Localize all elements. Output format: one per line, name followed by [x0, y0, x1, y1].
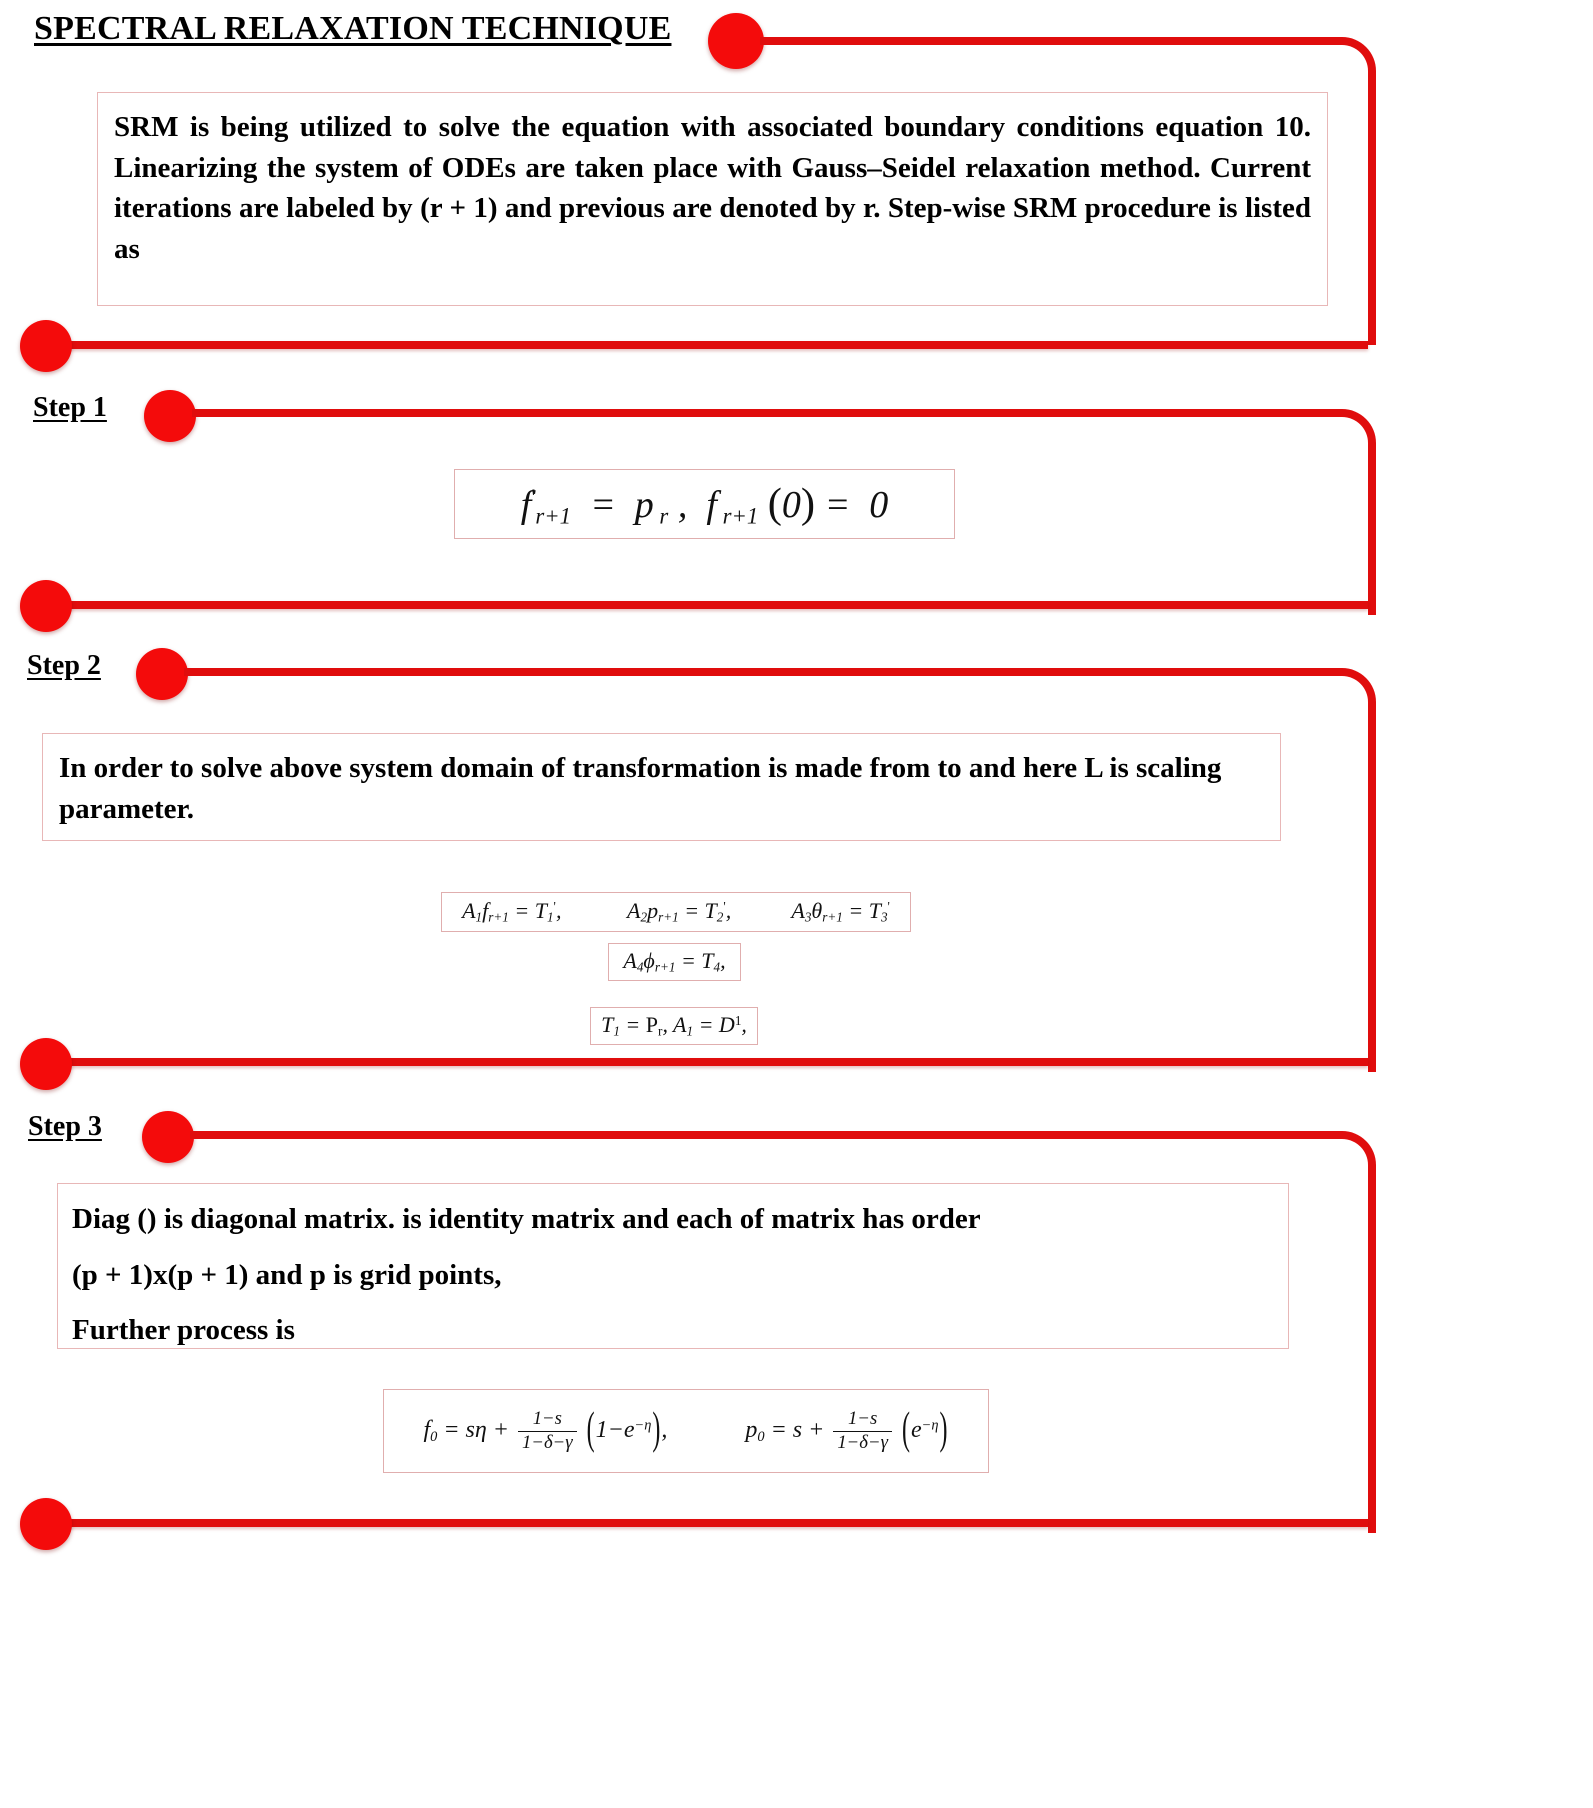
step-2-equation-box-row1 — [441, 892, 911, 932]
step-3-equation-box — [383, 1389, 989, 1473]
step-3-text-box — [57, 1183, 1289, 1349]
page-title: SPECTRAL RELAXATION TECHNIQUE — [34, 10, 672, 47]
step-1-equation: $f'_{r+1} = p$ $_r$ , f $_{r+1}$ (0) = 0 — [520, 479, 889, 529]
connector-line-step2-bottom — [55, 1058, 1368, 1066]
connector-elbow-step2 — [184, 668, 1376, 1072]
connector-dot-intro-end — [20, 320, 72, 372]
connector-line-intro-bottom — [55, 341, 1368, 349]
fraction-1: $\frac{1-s}{1-\delta-\gamma}$ — [518, 1409, 577, 1454]
step-3-line-3: Further process is — [72, 1314, 295, 1347]
connector-dot-step2-end — [20, 1038, 72, 1090]
step-3-line-1: Diag () is diagonal matrix. is identity matrix and each of matrix has order — [72, 1203, 981, 1235]
intro-text: SRM is being utilized to solve the equation with associated boundary conditions equation 10. Linearizing the system of ODEs are taken place with Gauss–Seidel relaxation method. Current iterations are labeled by (r + 1) and previous are denoted by r. Step-wise SRM procedure is listed as — [114, 111, 1311, 265]
step-2-text-box — [42, 733, 1281, 841]
step-2-label: Step 2 — [27, 650, 101, 681]
step-1-equation-box — [454, 469, 955, 539]
connector-dot-title — [708, 13, 764, 69]
connector-dot-step1-end — [20, 580, 72, 632]
step-3-label: Step 3 — [28, 1111, 102, 1142]
connector-dot-step1 — [144, 390, 196, 442]
connector-dot-step3-end — [20, 1498, 72, 1550]
step-2-equation-row1: $A_1f_{r+1} = T_1'$, $A_2p_{r+1} = T_2'$, $A_3\theta_{r+1} = T_3'$ — [462, 898, 890, 925]
connector-line-step3-bottom — [55, 1519, 1368, 1527]
step-2-equation-box-row3 — [590, 1007, 758, 1045]
step-2-equation-row3: $T_1 = P_r$, $A_1 = D^1$, — [601, 1012, 747, 1039]
step-2-equation-row2: $A_4\phi_{r+1} = T_4$, — [623, 948, 726, 975]
fraction-2: $\frac{1-s}{1-\delta-\gamma}$ — [833, 1409, 892, 1454]
connector-line-step1-bottom — [55, 601, 1368, 609]
step-3-equation: $f_0 = s\eta$ + $\frac{1-s}{1-\delta-\gamma}$ $(1-e^{-\eta})$, $p_0 = s$ + $\frac{1-s}{1-\delta-\gamma}$ $(e^{-\eta})$ — [423, 1404, 948, 1454]
step-1-label: Step 1 — [33, 392, 107, 423]
step-2-equation-box-row2 — [608, 943, 741, 981]
step-3-line-2: (p + 1)x(p + 1) and p is grid points, — [72, 1258, 502, 1291]
intro-text-box — [97, 92, 1328, 306]
connector-dot-step3 — [142, 1111, 194, 1163]
connector-dot-step2 — [136, 648, 188, 700]
step-2-text: In order to solve above system domain of transformation is made from to and here L is scaling parameter. — [59, 752, 1222, 825]
